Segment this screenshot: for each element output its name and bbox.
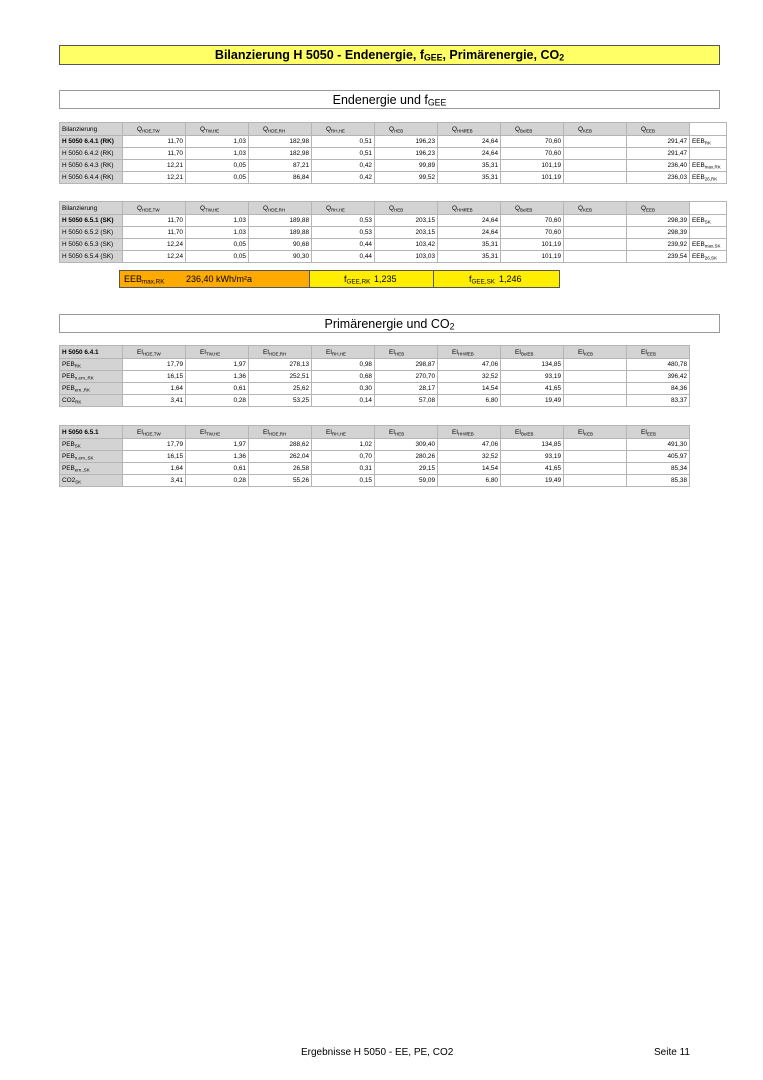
table-row — [60, 359, 690, 371]
table-cell: 1,03 — [186, 227, 249, 239]
table-cell: 239,92 — [627, 239, 690, 251]
table-cell: 1,02 — [312, 439, 375, 451]
column-header: $EI_{HDE,TW}$ — [123, 346, 186, 359]
table-cell: 87,21 — [249, 160, 312, 172]
table-cell: 12,21 — [123, 160, 186, 172]
table-cell: 203,15 — [375, 215, 438, 227]
table-cell: 405,97 — [627, 451, 690, 463]
row-label: H 5050 6.4.3 (RK) — [60, 160, 123, 172]
table-cell: 291,47 — [627, 136, 690, 148]
table-cell: 28,17 — [375, 383, 438, 395]
table-row — [60, 172, 727, 184]
table-cell: 0,53 — [312, 215, 375, 227]
table-cell: 0,05 — [186, 251, 249, 263]
table-cell: 3,41 — [123, 475, 186, 487]
table-cell: 309,40 — [375, 439, 438, 451]
table-row — [60, 239, 727, 251]
row-annotation — [690, 227, 727, 239]
table-cell: 93,19 — [501, 371, 564, 383]
row-label: $CO2_{SK}$ — [60, 475, 123, 487]
column-header: $EI_{TW,HE}$ — [186, 346, 249, 359]
row-annotation: $EEB_{26,RK}$ — [690, 172, 727, 184]
endenergie-table-rk — [59, 122, 727, 184]
table-cell: 236,03 — [627, 172, 690, 184]
footer-title: Ergebnisse H 5050 - EE, PE, CO2 — [301, 1047, 454, 1058]
column-header: $EI_{BelEB}$ — [501, 346, 564, 359]
table-cell: 99,89 — [375, 160, 438, 172]
column-header-blank — [690, 202, 727, 215]
row-label: $CO2_{RK}$ — [60, 395, 123, 407]
table-cell: 0,44 — [312, 239, 375, 251]
table-cell: 57,08 — [375, 395, 438, 407]
table-cell: 1,03 — [186, 136, 249, 148]
column-header: $EI_{EEB}$ — [627, 346, 690, 359]
table-cell: 6,80 — [438, 475, 501, 487]
row-annotation: $EEB_{26,SK}$ — [690, 251, 727, 263]
table-cell: 24,64 — [438, 227, 501, 239]
table-title: H 5050 6.5.1 — [60, 426, 123, 439]
table-header-row — [60, 346, 690, 359]
table-cell: 480,78 — [627, 359, 690, 371]
table-cell: 11,70 — [123, 215, 186, 227]
table-cell: 35,31 — [438, 160, 501, 172]
column-header-blank — [690, 123, 727, 136]
column-header: $Q_{TW,HE}$ — [186, 202, 249, 215]
column-header: Bilanzierung — [60, 202, 123, 215]
table-cell: 35,31 — [438, 251, 501, 263]
table-cell: 103,03 — [375, 251, 438, 263]
table-cell — [564, 439, 627, 451]
column-header: $EI_{HDE,RH}$ — [249, 346, 312, 359]
table-cell: 11,70 — [123, 136, 186, 148]
table-cell: 236,40 — [627, 160, 690, 172]
table-cell: 101,19 — [501, 251, 564, 263]
table-cell: 1,64 — [123, 383, 186, 395]
table-cell: 288,62 — [249, 439, 312, 451]
f-gee-sk-summary — [433, 270, 560, 288]
table-header-row — [60, 123, 727, 136]
table-cell: 262,04 — [249, 451, 312, 463]
row-label: H 5050 6.4.1 (RK) — [60, 136, 123, 148]
table-cell: 189,88 — [249, 227, 312, 239]
table-cell: 280,26 — [375, 451, 438, 463]
table-cell: 0,70 — [312, 451, 375, 463]
table-cell: 12,21 — [123, 172, 186, 184]
table-cell: 0,42 — [312, 160, 375, 172]
column-header: $Q_{BelEB}$ — [501, 202, 564, 215]
table-cell — [564, 227, 627, 239]
table-cell: 70,60 — [501, 136, 564, 148]
table-cell: 0,31 — [312, 463, 375, 475]
table-row — [60, 371, 690, 383]
f-gee-rk-value: 1,235 — [374, 274, 397, 284]
table-cell: 6,80 — [438, 395, 501, 407]
column-header: $EI_{HHilfEB}$ — [438, 426, 501, 439]
table-cell: 134,85 — [501, 359, 564, 371]
table-cell: 0,61 — [186, 463, 249, 475]
table-cell: 396,42 — [627, 371, 690, 383]
table-cell — [564, 148, 627, 160]
table-cell — [564, 251, 627, 263]
primaerenergie-table-sk — [59, 425, 690, 487]
table-cell: 1,97 — [186, 439, 249, 451]
table-cell: 86,84 — [249, 172, 312, 184]
table-cell: 0,51 — [312, 136, 375, 148]
column-header: $EI_{HEB}$ — [375, 346, 438, 359]
table-cell: 12,24 — [123, 251, 186, 263]
column-header: $Q_{BelEB}$ — [501, 123, 564, 136]
table-cell — [564, 451, 627, 463]
table-header-row — [60, 426, 690, 439]
table-cell: 182,98 — [249, 148, 312, 160]
table-cell: 0,44 — [312, 251, 375, 263]
column-header: $Q_{RH,HE}$ — [312, 123, 375, 136]
table-cell: 83,37 — [627, 395, 690, 407]
row-annotation: $EEB_{max,RK}$ — [690, 160, 727, 172]
table-cell: 0,98 — [312, 359, 375, 371]
column-header: $Q_{HDE,RH}$ — [249, 202, 312, 215]
primaerenergie-table-rk — [59, 345, 690, 407]
row-label: H 5050 6.4.2 (RK) — [60, 148, 123, 160]
column-header: $Q_{HEB}$ — [375, 202, 438, 215]
table-cell: 239,54 — [627, 251, 690, 263]
section-heading-primaerenergie: Primärenergie und $CO_2$ — [59, 314, 720, 333]
table-cell: 19,49 — [501, 475, 564, 487]
table-row — [60, 160, 727, 172]
table-cell: 1,03 — [186, 148, 249, 160]
row-label: $PEB_{ern.,RK}$ — [60, 383, 123, 395]
column-header: $EI_{RH,HE}$ — [312, 426, 375, 439]
table-cell: 1,97 — [186, 359, 249, 371]
column-header: $EI_{HEB}$ — [375, 426, 438, 439]
column-header: $Q_{EEB}$ — [627, 202, 690, 215]
table-row — [60, 463, 690, 475]
f-gee-sk-value: 1,246 — [499, 274, 522, 284]
table-row — [60, 227, 727, 239]
table-cell: 0,05 — [186, 239, 249, 251]
column-header: $Q_{HDE,RH}$ — [249, 123, 312, 136]
table-title: H 5050 6.4.1 — [60, 346, 123, 359]
table-cell — [564, 215, 627, 227]
row-label: $PEB_{n.ern.,SK}$ — [60, 451, 123, 463]
column-header: $Q_{KEB}$ — [564, 123, 627, 136]
column-header: $Q_{HDE,TW}$ — [123, 123, 186, 136]
table-cell: 93,19 — [501, 451, 564, 463]
table-cell: 0,30 — [312, 383, 375, 395]
column-header: $Q_{HEB}$ — [375, 123, 438, 136]
column-header: $EI_{TW,HE}$ — [186, 426, 249, 439]
table-cell: 0,28 — [186, 475, 249, 487]
column-header: $EI_{RH,HE}$ — [312, 346, 375, 359]
table-cell — [564, 359, 627, 371]
row-label: H 5050 6.5.3 (SK) — [60, 239, 123, 251]
table-row — [60, 136, 727, 148]
table-row — [60, 251, 727, 263]
column-header: $Q_{KEB}$ — [564, 202, 627, 215]
table-cell: 14,54 — [438, 463, 501, 475]
table-cell: 90,68 — [249, 239, 312, 251]
table-cell: 24,64 — [438, 215, 501, 227]
column-header: $Q_{RH,HE}$ — [312, 202, 375, 215]
table-cell: 47,06 — [438, 439, 501, 451]
table-cell: 16,15 — [123, 371, 186, 383]
table-cell: 0,15 — [312, 475, 375, 487]
column-header: $EI_{KEB}$ — [564, 346, 627, 359]
table-cell: 17,79 — [123, 439, 186, 451]
table-cell: 0,14 — [312, 395, 375, 407]
table-cell: 55,26 — [249, 475, 312, 487]
table-cell: 32,52 — [438, 371, 501, 383]
table-cell: 29,15 — [375, 463, 438, 475]
table-cell: 1,36 — [186, 451, 249, 463]
column-header: $EI_{HHilfEB}$ — [438, 346, 501, 359]
table-row — [60, 451, 690, 463]
f-gee-sk-label: $f_{GEE,SK}$ — [469, 274, 495, 286]
table-row — [60, 439, 690, 451]
table-cell — [564, 463, 627, 475]
row-label: $PEB_{RK}$ — [60, 359, 123, 371]
column-header: Bilanzierung — [60, 123, 123, 136]
table-cell: 11,70 — [123, 227, 186, 239]
column-header: $EI_{EEB}$ — [627, 426, 690, 439]
table-cell — [564, 172, 627, 184]
table-cell: 35,31 — [438, 239, 501, 251]
table-cell: 0,51 — [312, 148, 375, 160]
table-cell: 11,70 — [123, 148, 186, 160]
table-cell: 298,87 — [375, 359, 438, 371]
table-cell — [564, 395, 627, 407]
row-label: $PEB_{ern.,SK}$ — [60, 463, 123, 475]
row-annotation: $EEB_{RK}$ — [690, 136, 727, 148]
eeb-max-label: $EEB_{max,RK}$ — [124, 274, 165, 286]
table-cell — [564, 136, 627, 148]
table-cell: 35,31 — [438, 172, 501, 184]
table-cell: 189,88 — [249, 215, 312, 227]
table-cell: 17,79 — [123, 359, 186, 371]
table-cell: 103,42 — [375, 239, 438, 251]
table-cell: 0,61 — [186, 383, 249, 395]
endenergie-table-sk — [59, 201, 727, 263]
table-cell — [564, 383, 627, 395]
page-title: Bilanzierung H 5050 - Endenergie, $f_{GEE}$, Primärenergie, $CO_2$ — [59, 45, 720, 65]
column-header: $Q_{HDE,TW}$ — [123, 202, 186, 215]
table-cell: 24,64 — [438, 136, 501, 148]
table-cell — [564, 371, 627, 383]
column-header: $EI_{BelEB}$ — [501, 426, 564, 439]
table-cell: 196,23 — [375, 148, 438, 160]
table-cell: 3,41 — [123, 395, 186, 407]
table-row — [60, 395, 690, 407]
table-row — [60, 383, 690, 395]
row-label: H 5050 6.5.2 (SK) — [60, 227, 123, 239]
table-cell: 0,68 — [312, 371, 375, 383]
column-header: $Q_{TW,HE}$ — [186, 123, 249, 136]
table-cell: 84,36 — [627, 383, 690, 395]
table-cell: 278,13 — [249, 359, 312, 371]
table-cell: 53,25 — [249, 395, 312, 407]
table-cell: 41,65 — [501, 383, 564, 395]
table-cell: 26,58 — [249, 463, 312, 475]
table-cell: 182,98 — [249, 136, 312, 148]
eeb-max-summary — [119, 270, 310, 288]
table-cell: 0,53 — [312, 227, 375, 239]
table-cell — [564, 475, 627, 487]
row-label: H 5050 6.5.4 (SK) — [60, 251, 123, 263]
table-row — [60, 215, 727, 227]
table-cell: 1,36 — [186, 371, 249, 383]
table-cell: 12,24 — [123, 239, 186, 251]
table-cell: 0,05 — [186, 172, 249, 184]
table-cell: 19,49 — [501, 395, 564, 407]
table-cell: 14,54 — [438, 383, 501, 395]
table-row — [60, 148, 727, 160]
table-row — [60, 475, 690, 487]
table-cell: 41,65 — [501, 463, 564, 475]
table-cell: 101,19 — [501, 160, 564, 172]
table-cell: 25,62 — [249, 383, 312, 395]
column-header: $EI_{HDE,TW}$ — [123, 426, 186, 439]
table-cell: 70,60 — [501, 215, 564, 227]
row-annotation: $EEB_{max,SK}$ — [690, 239, 727, 251]
table-cell: 1,03 — [186, 215, 249, 227]
table-cell: 298,39 — [627, 227, 690, 239]
table-cell: 47,06 — [438, 359, 501, 371]
eeb-max-value: 236,40 kWh/m²a — [186, 274, 253, 284]
table-cell — [564, 239, 627, 251]
table-cell: 85,38 — [627, 475, 690, 487]
table-cell: 196,23 — [375, 136, 438, 148]
table-cell: 203,15 — [375, 227, 438, 239]
table-cell: 252,51 — [249, 371, 312, 383]
table-cell — [564, 160, 627, 172]
table-cell: 90,30 — [249, 251, 312, 263]
table-cell: 134,85 — [501, 439, 564, 451]
table-cell: 32,52 — [438, 451, 501, 463]
row-annotation: $EEB_{SK}$ — [690, 215, 727, 227]
section-heading-endenergie: Endenergie und $f_{GEE}$ — [59, 90, 720, 109]
table-cell: 59,09 — [375, 475, 438, 487]
table-cell: 0,05 — [186, 160, 249, 172]
table-cell: 101,19 — [501, 239, 564, 251]
table-cell: 70,60 — [501, 227, 564, 239]
column-header: $Q_{HHilfEB}$ — [438, 202, 501, 215]
f-gee-rk-summary — [309, 270, 434, 288]
footer-page-number: Seite 11 — [654, 1047, 690, 1058]
table-cell: 16,15 — [123, 451, 186, 463]
f-gee-rk-label: $f_{GEE,RK}$ — [344, 274, 371, 286]
column-header: $EI_{HDE,RH}$ — [249, 426, 312, 439]
table-cell: 99,52 — [375, 172, 438, 184]
table-cell: 24,64 — [438, 148, 501, 160]
row-label: H 5050 6.4.4 (RK) — [60, 172, 123, 184]
table-cell: 101,19 — [501, 172, 564, 184]
table-cell: 1,64 — [123, 463, 186, 475]
table-cell: 270,70 — [375, 371, 438, 383]
row-label: $PEB_{SK}$ — [60, 439, 123, 451]
table-cell: 491,30 — [627, 439, 690, 451]
table-cell: 0,28 — [186, 395, 249, 407]
table-cell: 298,39 — [627, 215, 690, 227]
table-cell: 0,42 — [312, 172, 375, 184]
table-header-row — [60, 202, 727, 215]
table-cell: 85,34 — [627, 463, 690, 475]
table-cell: 70,60 — [501, 148, 564, 160]
row-annotation — [690, 148, 727, 160]
column-header: $Q_{HHilfEB}$ — [438, 123, 501, 136]
column-header: $Q_{EEB}$ — [627, 123, 690, 136]
row-label: $PEB_{n.ern.,RK}$ — [60, 371, 123, 383]
table-cell: 291,47 — [627, 148, 690, 160]
column-header: $EI_{KEB}$ — [564, 426, 627, 439]
row-label: H 5050 6.5.1 (SK) — [60, 215, 123, 227]
